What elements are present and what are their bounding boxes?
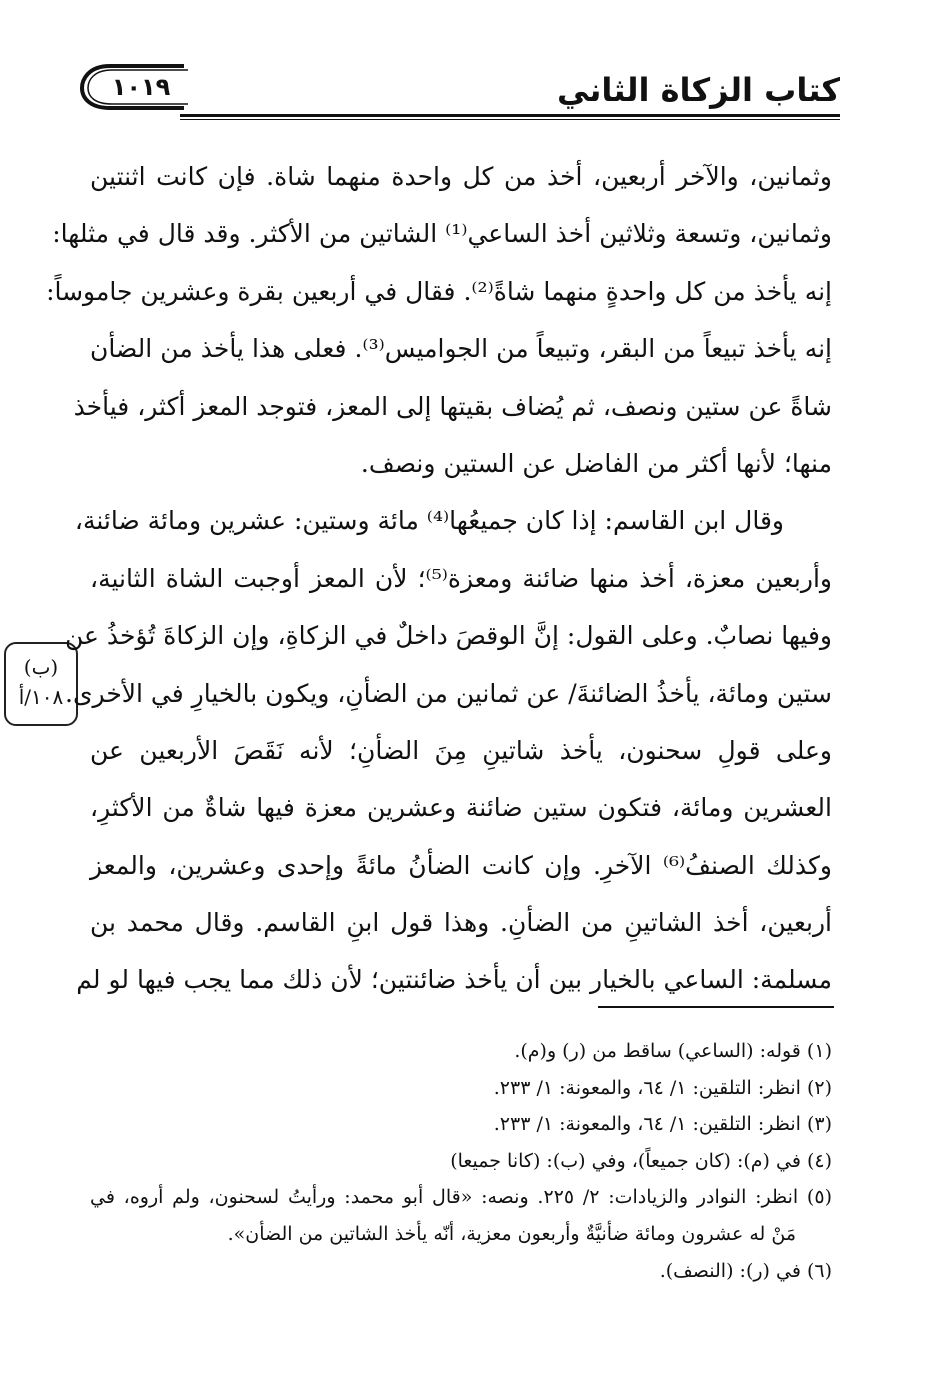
text-line: وعلى قولِ سحنون، يأخذ شاتينِ مِنَ الضأنِ؛ لأنه نَقَصَ الأربعين عن (90, 735, 832, 765)
margin-note-line-1: (ب) (23, 655, 59, 679)
footnote-6: (٦) في (ر): (النصف). (659, 1259, 832, 1282)
footnote-separator (598, 1006, 834, 1008)
header-rule (180, 114, 840, 117)
text-line: وقال ابن القاسم: إذا كان جميعُها⁽⁴⁾ مائة وستين: عشرين ومائة ضائنة، (74, 506, 784, 536)
text-line: شاةً عن ستين ونصف، ثم يُضاف بقيتها إلى المعز، فتوجد المعز أكثر، فيأخذ (73, 391, 832, 421)
text-line: أربعين، أخذ الشاتينِ من الضأنِ. وهذا قول ابنِ القاسم. وقال محمد بن (90, 908, 832, 938)
header-rule-thin (180, 119, 840, 120)
text-line: إنه يأخذ تبيعاً من البقر، وتبيعاً من الجواميس⁽³⁾. فعلى هذا يأخذ من الضأن (90, 334, 832, 364)
footnotes (90, 1034, 832, 1290)
text-line: وثمانين، وتسعة وثلاثين أخذ الساعي⁽¹⁾ الشاتين من الأكثر. وقد قال في مثلها: (52, 219, 832, 249)
footnote-2: (٢) انظر: التلقين: ١/ ٦٤، والمعونة: ١/ ٢٣٣. (493, 1076, 832, 1099)
text-line: وثمانين، والآخر أربعين، أخذ من كل واحدة منهما شاة. فإن كانت اثنتين (90, 162, 832, 191)
text-line: وأربعين معزة، أخذ منها ضائنة ومعزة⁽⁵⁾؛ لأن المعز أوجبت الشاة الثانية، (90, 563, 832, 593)
text-line: وفيها نصابٌ. وعلى القول: إنَّ الوقصَ داخلٌ في الزكاةِ، وإن الزكاةَ تُؤخذُ عن (64, 621, 832, 651)
main-text (46, 148, 832, 1009)
footnote-4: (٤) في (م): (كان جميعاً)، وفي (ب): (كانا جميعا) (450, 1149, 832, 1172)
footnote-3: (٣) انظر: التلقين: ١/ ٦٤، والمعونة: ١/ ٢٣٣. (493, 1113, 832, 1136)
footnote-5: (٥) انظر: النوادر والزيادات: ٢/ ٢٢٥. ونصه: «قال أبو محمد: ورأيتُ لسحنون، ولم أروه، في (90, 1186, 832, 1209)
text-line: ستين ومائة، يأخذُ الضائنةَ/ عن ثمانين من الضأنِ، ويكون بالخيارِ في الأخرى. (65, 678, 832, 708)
footnote-5-continued: مَنْ له عشرون ومائة ضأنيَّةٌ وأربعون معزية، أنّه يأخذ الشاتين من الضأن». (227, 1222, 796, 1245)
footnote-1: (١) قوله: (الساعي) ساقط من (ر) و(م). (514, 1040, 832, 1062)
text-line: وكذلك الصنفُ⁽⁶⁾ الآخرِ. وإن كانت الضأنُ مائةً وإحدى وعشرين، والمعز (90, 850, 832, 880)
margin-note-line-2: ١٠٨/أ (18, 685, 64, 709)
text-line: العشرين ومائة، فتكون ستين ضائنة وعشرين معزة فيها شاةٌ من الأكثرِ، (90, 793, 832, 823)
page-number: ١٠١٩ (111, 73, 171, 101)
book-title: كتاب الزكاة الثاني (557, 71, 840, 109)
text-line: إنه يأخذ من كل واحدةٍ منهما شاةً⁽²⁾. فقال في أربعين بقرة وعشرين جاموساً: (46, 276, 832, 306)
text-line: مسلمة: الساعي بالخيار بين أن يأخذ ضائنتين؛ لأن ذلك مما يجب فيها لو لم (76, 965, 832, 995)
text-line: منها؛ لأنها أكثر من الفاضل عن الستين ونصف. (360, 448, 832, 478)
page-header (80, 62, 840, 124)
